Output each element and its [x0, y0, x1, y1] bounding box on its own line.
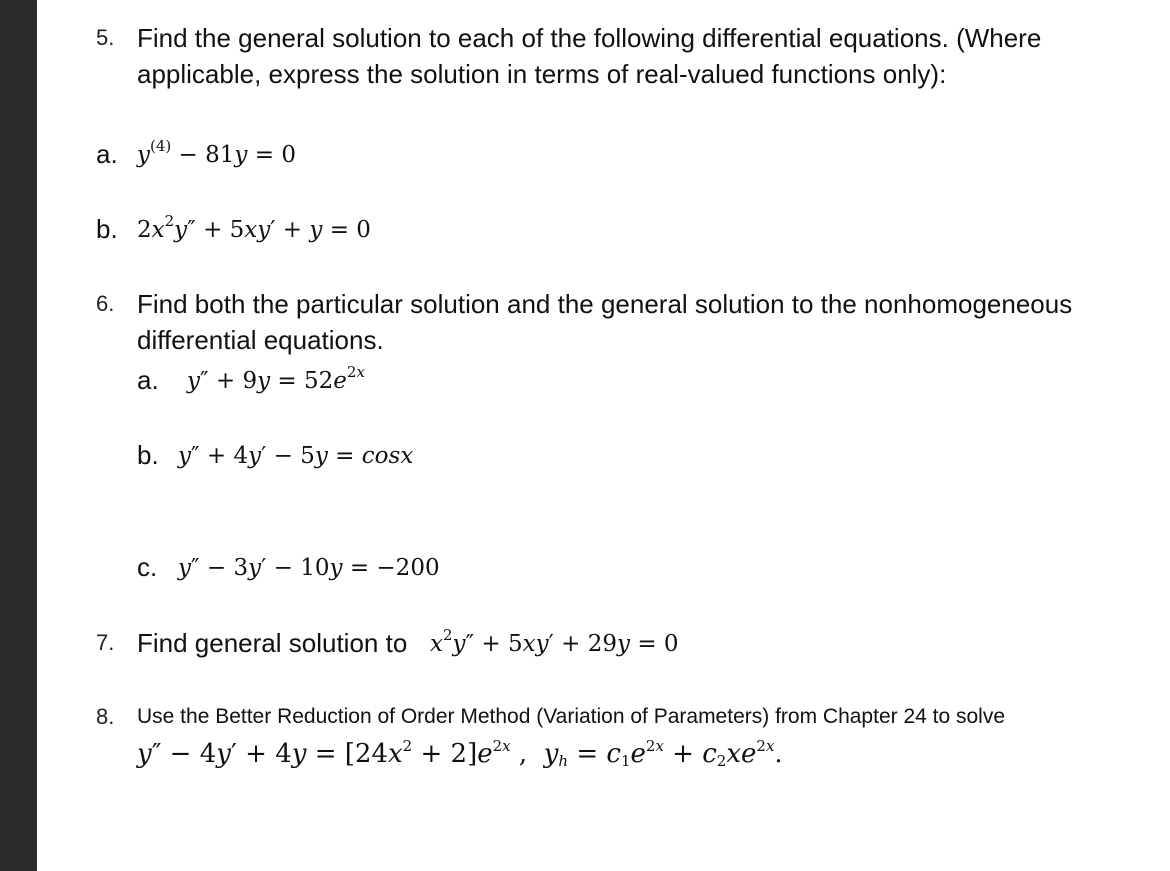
left-dark-sidebar: [0, 0, 37, 871]
q6-number: 6.: [96, 291, 115, 316]
q5a-label: a.: [96, 139, 118, 169]
q5a-equation: $y^{(4)} - 81y = 0$: [137, 137, 296, 168]
q5-number: 5.: [96, 25, 115, 50]
q6c-label: c.: [137, 552, 158, 582]
q6a-equation: $y'' + 9y = 52e^{2x}$: [187, 363, 365, 394]
q5b-equation: $2x^2y'' + 5xy' + y = 0$: [137, 212, 371, 243]
q6c-equation: y″ − 3y′ − 10y = −200: [178, 555, 440, 581]
q8-text: Use the Better Reduction of Order Method (Variation of Parameters) from Chapter 24 to solve: [137, 705, 1006, 728]
q6-text-line2: differential equations.: [137, 325, 384, 355]
q6b-equation: y″ + 4y′ − 5y = cosx: [178, 443, 414, 469]
q5b-label: b.: [96, 214, 118, 244]
q7-equation: $x^2y'' + 5xy' + 29y = 0$: [430, 626, 679, 657]
q5-text-line1: Find the general solution to each of the following differential equations. (Where: [137, 23, 1042, 53]
q7-text: Find general solution to: [137, 628, 408, 658]
q7-number: 7.: [96, 630, 115, 655]
q5-text-line2: applicable, express the solution in terms of real-valued functions only):: [137, 59, 947, 89]
q6a-label: a.: [137, 365, 159, 395]
document-page: [37, 0, 1170, 871]
q6-text-line1: Find both the particular solution and the general solution to the nonhomogeneous: [137, 289, 1073, 319]
q6b-label: b.: [137, 440, 159, 470]
q8-equation: $y'' - 4y' + 4y = [24x^2 + 2]e^{2x}$ , $y_h = c_1e^{2x} + c_2xe^{2x}$.: [137, 737, 783, 770]
q8-number: 8.: [96, 704, 115, 729]
